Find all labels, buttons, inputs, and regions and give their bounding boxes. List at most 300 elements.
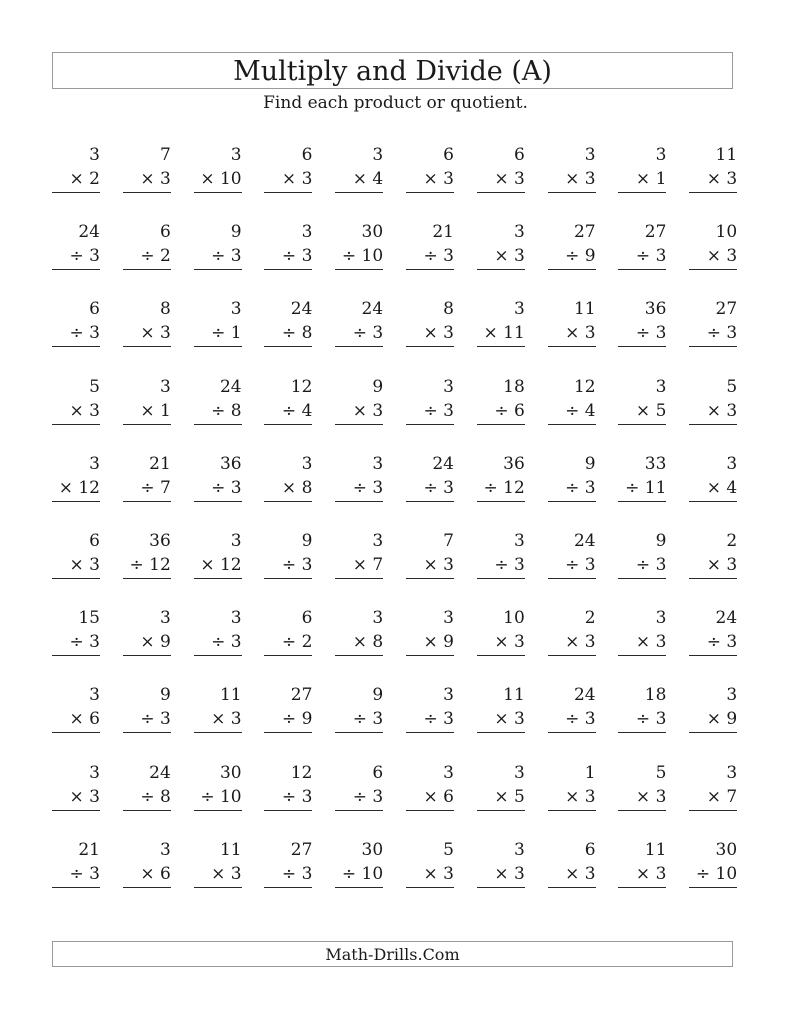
answer-line	[335, 269, 383, 270]
math-problem	[618, 454, 666, 506]
problem-operand: 3	[655, 376, 667, 397]
problem-operand: 3	[372, 608, 384, 629]
answer-line	[335, 424, 383, 425]
problem-operator-operand: × 4	[352, 169, 384, 189]
answer-line	[52, 269, 100, 270]
problem-operand: 3	[89, 453, 100, 474]
answer-line	[406, 501, 454, 502]
math-problem	[264, 531, 312, 583]
math-problem	[477, 299, 525, 351]
problem-operand: 5	[726, 376, 738, 397]
problem-operand: 33	[644, 453, 667, 474]
math-problem	[689, 454, 737, 506]
problem-operator-operand: ÷ 3	[635, 709, 667, 730]
problem-operand: 24	[573, 531, 596, 551]
math-problem	[335, 685, 383, 737]
answer-line	[689, 810, 737, 811]
problem-operand: 3	[89, 685, 100, 706]
problem-operator-operand: ÷ 12	[483, 477, 525, 498]
answer-line	[194, 192, 242, 193]
math-problem	[52, 685, 100, 737]
answer-line	[618, 732, 666, 733]
problem-operator-operand: ÷ 9	[565, 246, 596, 267]
problem-operator-operand: ÷ 3	[706, 323, 738, 344]
answer-line	[52, 887, 100, 888]
math-problem	[618, 222, 666, 274]
answer-line	[52, 578, 100, 579]
problem-operator-operand: ÷ 3	[281, 246, 313, 267]
answer-line	[548, 578, 596, 579]
problem-operator-operand: ÷ 4	[281, 400, 313, 421]
answer-line	[406, 346, 454, 347]
problem-operand: 6	[89, 531, 100, 551]
problem-operator-operand: × 8	[281, 477, 313, 498]
math-problem	[123, 454, 171, 506]
math-problem	[548, 531, 596, 583]
answer-line	[406, 655, 454, 656]
answer-line	[548, 346, 596, 347]
problem-operator-operand: × 4	[706, 477, 738, 498]
math-problem	[548, 685, 596, 737]
problem-operand: 3	[230, 299, 242, 320]
problem-operand: 6	[584, 839, 596, 860]
answer-line	[548, 192, 596, 193]
math-problem	[123, 608, 171, 660]
math-problem	[123, 145, 171, 197]
math-problem	[52, 608, 100, 660]
math-problem	[194, 608, 242, 660]
answer-line	[123, 578, 171, 579]
answer-line	[52, 732, 100, 733]
problem-operator-operand: ÷ 3	[281, 786, 313, 807]
problem-operator-operand: ÷ 3	[140, 709, 171, 730]
math-problem	[194, 377, 242, 429]
math-problem	[477, 763, 525, 815]
math-problem	[264, 454, 312, 506]
answer-line	[689, 269, 737, 270]
problem-operator-operand: × 3	[423, 555, 454, 575]
problem-operator-operand: × 3	[494, 169, 525, 189]
math-problem	[477, 531, 525, 583]
problem-operand: 2	[584, 608, 596, 629]
math-problem	[194, 531, 242, 583]
problem-operand: 3	[230, 608, 242, 629]
problem-operand: 9	[584, 453, 596, 474]
problem-operand: 3	[513, 222, 525, 243]
problem-operand: 5	[89, 376, 100, 397]
problem-operator-operand: × 7	[706, 786, 738, 807]
math-problem	[52, 377, 100, 429]
math-problem	[406, 299, 454, 351]
problem-operand: 11	[715, 145, 738, 165]
answer-line	[123, 192, 171, 193]
problem-operator-operand: ÷ 3	[69, 246, 100, 267]
math-problem	[689, 685, 737, 737]
problem-operator-operand: ÷ 3	[565, 555, 596, 575]
answer-line	[264, 732, 312, 733]
answer-line	[194, 732, 242, 733]
math-problem	[335, 145, 383, 197]
problem-operand: 8	[159, 299, 171, 320]
math-problem	[689, 531, 737, 583]
answer-line	[194, 424, 242, 425]
answer-line	[477, 578, 525, 579]
problem-operand: 27	[573, 222, 596, 243]
problem-operand: 9	[372, 685, 384, 706]
problem-operator-operand: ÷ 3	[211, 632, 242, 653]
answer-line	[618, 501, 666, 502]
math-problem	[689, 377, 737, 429]
math-problem	[548, 840, 596, 892]
answer-line	[52, 424, 100, 425]
math-problem	[618, 840, 666, 892]
math-problem	[52, 299, 100, 351]
answer-line	[548, 655, 596, 656]
problem-operator-operand: ÷ 3	[69, 632, 100, 653]
problem-operator-operand: × 3	[565, 786, 596, 807]
problem-operand: 24	[432, 453, 454, 474]
problem-operand: 3	[230, 531, 242, 551]
math-problem	[123, 840, 171, 892]
problem-operator-operand: ÷ 3	[69, 863, 100, 884]
math-problem	[123, 531, 171, 583]
problem-operand: 3	[726, 685, 738, 706]
problem-operand: 30	[715, 839, 738, 860]
answer-line	[689, 578, 737, 579]
problem-operand: 6	[89, 299, 100, 320]
problem-operator-operand: ÷ 10	[200, 786, 242, 807]
problem-operand: 3	[372, 145, 384, 165]
math-problem	[406, 763, 454, 815]
math-problem	[194, 222, 242, 274]
math-problem	[264, 299, 312, 351]
problem-operand: 6	[301, 145, 313, 165]
math-problem	[689, 840, 737, 892]
answer-line	[548, 732, 596, 733]
problem-operand: 12	[290, 376, 313, 397]
problem-operand: 27	[715, 299, 738, 320]
problem-operator-operand: ÷ 8	[211, 400, 242, 421]
problem-operand: 36	[644, 299, 667, 320]
problem-operand: 3	[372, 453, 384, 474]
problem-operator-operand: × 3	[635, 863, 667, 884]
answer-line	[689, 192, 737, 193]
problem-operator-operand: ÷ 8	[140, 786, 171, 807]
problem-operator-operand: ÷ 4	[565, 400, 596, 421]
math-problem	[548, 377, 596, 429]
math-problem	[52, 454, 100, 506]
answer-line	[52, 346, 100, 347]
worksheet-instructions: Find each product or quotient.	[263, 93, 528, 113]
math-problem	[52, 840, 100, 892]
math-problem	[52, 531, 100, 583]
problem-operand: 3	[443, 762, 454, 783]
math-problem	[689, 763, 737, 815]
math-problem	[477, 145, 525, 197]
answer-line	[618, 269, 666, 270]
problem-operand: 9	[230, 222, 242, 243]
problem-operand: 5	[655, 762, 667, 783]
math-problem	[548, 608, 596, 660]
problem-operator-operand: × 3	[635, 632, 667, 653]
worksheet-title: Multiply and Divide (A)	[52, 52, 733, 89]
problem-operand: 27	[290, 839, 313, 860]
problem-operand: 24	[149, 762, 171, 783]
problem-operand: 3	[655, 145, 667, 165]
problem-operator-operand: × 3	[494, 709, 525, 730]
problem-operator-operand: ÷ 12	[129, 555, 171, 575]
problem-operator-operand: × 1	[635, 169, 667, 189]
problem-operator-operand: ÷ 7	[140, 477, 171, 498]
problem-operator-operand: ÷ 3	[423, 246, 454, 267]
problem-operand: 24	[290, 299, 313, 320]
problem-operator-operand: × 6	[69, 709, 100, 730]
answer-line	[335, 655, 383, 656]
problem-operator-operand: ÷ 3	[706, 632, 738, 653]
problem-operator-operand: ÷ 3	[635, 246, 667, 267]
answer-line	[406, 269, 454, 270]
problem-operator-operand: × 1	[140, 400, 171, 421]
problem-operator-operand: ÷ 3	[211, 246, 242, 267]
answer-line	[548, 887, 596, 888]
math-problem	[194, 763, 242, 815]
math-problem	[477, 454, 525, 506]
problem-operand: 24	[219, 376, 242, 397]
problem-operand: 3	[513, 762, 525, 783]
answer-line	[335, 192, 383, 193]
problem-operand: 3	[443, 608, 454, 629]
problem-operator-operand: ÷ 3	[635, 555, 667, 575]
math-problem	[406, 145, 454, 197]
problem-operator-operand: × 9	[140, 632, 171, 653]
problem-operator-operand: × 3	[494, 863, 525, 884]
problem-operator-operand: × 3	[565, 323, 596, 344]
problem-operator-operand: × 12	[200, 555, 242, 575]
answer-line	[194, 346, 242, 347]
problem-operator-operand: × 3	[706, 400, 738, 421]
answer-line	[406, 192, 454, 193]
math-problem	[406, 685, 454, 737]
problem-operator-operand: ÷ 9	[281, 709, 313, 730]
answer-line	[406, 732, 454, 733]
problem-operator-operand: × 6	[140, 863, 171, 884]
math-problem	[194, 299, 242, 351]
problem-operator-operand: × 3	[423, 323, 454, 344]
problem-operand: 3	[513, 531, 525, 551]
math-problem	[477, 840, 525, 892]
answer-line	[194, 501, 242, 502]
answer-line	[548, 269, 596, 270]
problem-operand: 3	[655, 608, 667, 629]
problem-operand: 7	[159, 145, 171, 165]
problem-operator-operand: × 3	[69, 555, 100, 575]
problem-operator-operand: ÷ 3	[281, 555, 313, 575]
answer-line	[52, 192, 100, 193]
problem-operand: 5	[443, 839, 454, 860]
math-problem	[618, 685, 666, 737]
answer-line	[123, 269, 171, 270]
math-problem	[123, 685, 171, 737]
answer-line	[689, 732, 737, 733]
answer-line	[194, 269, 242, 270]
math-problem	[264, 763, 312, 815]
answer-line	[52, 501, 100, 502]
math-problem	[264, 145, 312, 197]
math-problem	[618, 145, 666, 197]
math-problem	[123, 763, 171, 815]
problem-operand: 7	[443, 531, 454, 551]
math-problem	[618, 608, 666, 660]
problem-operand: 15	[78, 608, 100, 629]
answer-line	[618, 810, 666, 811]
answer-line	[194, 887, 242, 888]
answer-line	[406, 578, 454, 579]
math-problem	[335, 377, 383, 429]
problem-operand: 3	[301, 222, 313, 243]
problem-operand: 1	[584, 762, 596, 783]
math-problem	[406, 608, 454, 660]
problem-operand: 24	[573, 685, 596, 706]
problem-operand: 6	[513, 145, 525, 165]
problem-operand: 3	[159, 608, 171, 629]
math-problem	[335, 840, 383, 892]
problem-operator-operand: × 3	[494, 246, 525, 267]
math-problem	[406, 377, 454, 429]
answer-line	[618, 346, 666, 347]
problem-operand: 3	[584, 145, 596, 165]
math-problem	[689, 222, 737, 274]
problem-operator-operand: × 3	[281, 169, 313, 189]
problem-operand: 27	[644, 222, 667, 243]
answer-line	[548, 501, 596, 502]
answer-line	[689, 655, 737, 656]
problem-operand: 6	[301, 608, 313, 629]
answer-line	[618, 192, 666, 193]
answer-line	[477, 269, 525, 270]
problem-operator-operand: ÷ 10	[695, 863, 738, 884]
problem-operator-operand: × 3	[69, 786, 100, 807]
problem-operand: 24	[78, 222, 100, 243]
math-problem	[477, 377, 525, 429]
math-problem	[123, 299, 171, 351]
problem-operator-operand: ÷ 2	[140, 246, 171, 267]
problem-operator-operand: × 3	[140, 323, 171, 344]
problem-operand: 11	[573, 299, 596, 320]
answer-line	[335, 810, 383, 811]
math-problem	[52, 763, 100, 815]
problem-operator-operand: ÷ 3	[565, 709, 596, 730]
problem-operand: 30	[361, 222, 384, 243]
problem-operator-operand: × 3	[706, 246, 738, 267]
answer-line	[264, 501, 312, 502]
math-problem	[335, 763, 383, 815]
problem-operand: 6	[443, 145, 454, 165]
math-problem	[618, 299, 666, 351]
problem-operand: 12	[573, 376, 596, 397]
answer-line	[52, 810, 100, 811]
problem-operator-operand: × 3	[423, 863, 454, 884]
problem-operator-operand: × 3	[423, 169, 454, 189]
problem-operand: 9	[655, 531, 667, 551]
problem-operator-operand: × 3	[565, 863, 596, 884]
math-problem	[194, 454, 242, 506]
answer-line	[123, 501, 171, 502]
problem-operand: 9	[301, 531, 313, 551]
problem-operator-operand: ÷ 3	[423, 400, 454, 421]
answer-line	[477, 346, 525, 347]
problem-operator-operand: ÷ 3	[281, 863, 313, 884]
answer-line	[194, 578, 242, 579]
problem-operator-operand: × 8	[352, 632, 384, 653]
answer-line	[689, 424, 737, 425]
answer-line	[477, 887, 525, 888]
problem-operand: 36	[149, 531, 171, 551]
problem-operator-operand: × 3	[69, 400, 100, 421]
answer-line	[618, 887, 666, 888]
problem-operator-operand: ÷ 1	[211, 323, 242, 344]
problem-operand: 36	[219, 453, 242, 474]
problem-operand: 30	[219, 762, 242, 783]
answer-line	[335, 887, 383, 888]
answer-line	[194, 810, 242, 811]
math-problem	[689, 145, 737, 197]
problem-operand: 18	[644, 685, 667, 706]
problem-operator-operand: ÷ 10	[341, 246, 384, 267]
problem-operator-operand: ÷ 11	[625, 477, 667, 498]
problem-operator-operand: ÷ 8	[281, 323, 313, 344]
answer-line	[477, 424, 525, 425]
problem-operator-operand: × 2	[69, 169, 100, 189]
answer-line	[335, 732, 383, 733]
problem-operator-operand: ÷ 3	[423, 477, 454, 498]
math-problem	[406, 531, 454, 583]
math-problem	[689, 608, 737, 660]
problem-operand: 3	[159, 376, 171, 397]
problem-operator-operand: ÷ 10	[341, 863, 384, 884]
math-problem	[264, 840, 312, 892]
answer-line	[689, 346, 737, 347]
problem-operator-operand: × 3	[494, 632, 525, 653]
problem-operand: 36	[503, 453, 525, 474]
answer-line	[477, 655, 525, 656]
problem-operator-operand: × 12	[58, 477, 100, 498]
problem-operand: 3	[443, 685, 454, 706]
math-problem	[406, 222, 454, 274]
answer-line	[406, 887, 454, 888]
answer-line	[477, 192, 525, 193]
math-problem	[618, 763, 666, 815]
math-problem	[264, 222, 312, 274]
problem-operand: 21	[78, 839, 100, 860]
math-problem	[264, 377, 312, 429]
problem-operand: 3	[372, 531, 384, 551]
problem-operand: 10	[503, 608, 525, 629]
problem-operand: 9	[372, 376, 384, 397]
problem-operand: 30	[361, 839, 384, 860]
problem-operator-operand: ÷ 3	[635, 323, 667, 344]
answer-line	[264, 810, 312, 811]
worksheet-footer: Math-Drills.Com	[52, 941, 733, 967]
problem-operator-operand: × 11	[483, 323, 525, 344]
math-problem	[618, 377, 666, 429]
math-problem	[477, 222, 525, 274]
answer-line	[548, 424, 596, 425]
problem-operator-operand: × 6	[423, 786, 454, 807]
problem-operand: 3	[513, 299, 525, 320]
problem-operand: 24	[361, 299, 384, 320]
problem-operator-operand: ÷ 3	[352, 323, 384, 344]
problem-operand: 10	[715, 222, 738, 243]
